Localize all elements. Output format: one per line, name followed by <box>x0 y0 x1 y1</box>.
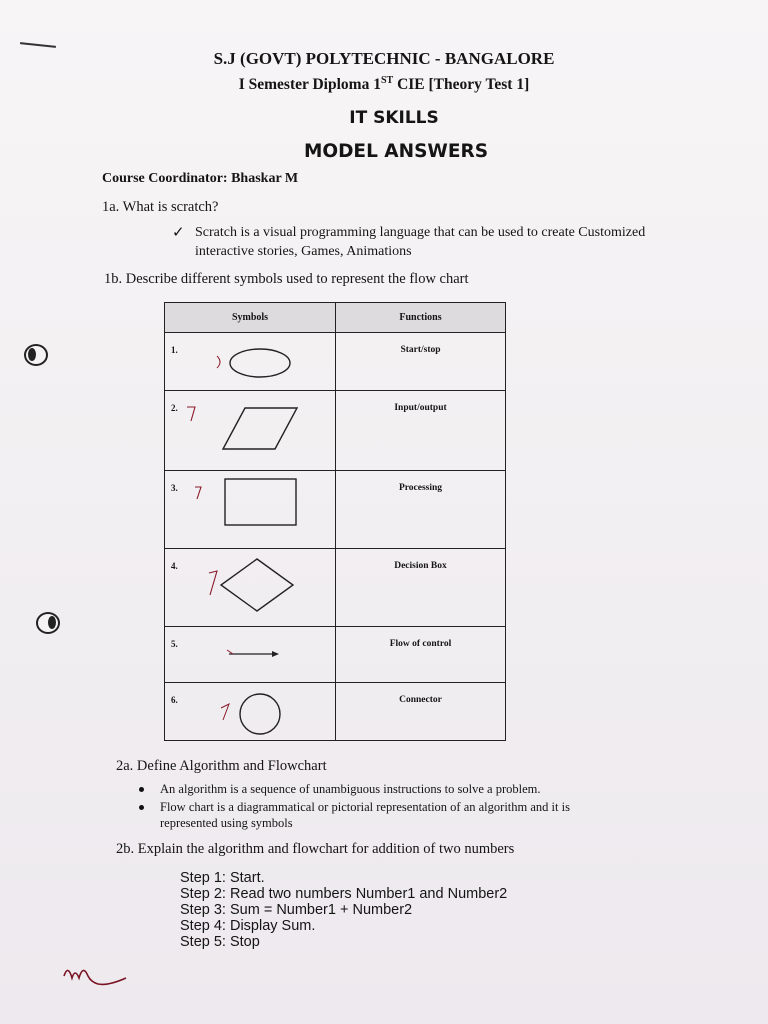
test-heading-text-end: CIE [Theory Test 1] <box>393 76 530 94</box>
table-row <box>165 333 506 391</box>
diamond-icon <box>165 549 335 627</box>
algorithm-steps <box>180 870 507 950</box>
course-coordinator: Course Coordinator: Bhaskar M <box>102 171 299 186</box>
row-number: 6. <box>171 695 178 705</box>
list-item: Flow chart is a diagrammatical or pictorial representation of an algorithm and it is represented using symbols <box>136 799 630 831</box>
parallelogram-icon <box>165 391 335 471</box>
symbol-cell <box>165 333 336 391</box>
function-cell <box>336 471 506 549</box>
test-heading-text: I Semester Diploma 1 <box>238 76 381 94</box>
algorithm-step: Step 5: Stop <box>180 934 260 950</box>
table-row <box>165 627 506 683</box>
subject-title: IT SKILLS <box>349 108 439 128</box>
row-number: 5. <box>171 639 178 649</box>
question-2a: 2a. Define Algorithm and Flowchart <box>116 758 327 774</box>
row-number: 1. <box>171 345 178 355</box>
document-title: MODEL ANSWERS <box>303 141 489 162</box>
function-cell <box>336 627 506 683</box>
answer-1a-line-2: interactive stories, Games, Animations <box>195 244 412 259</box>
row-number: 2. <box>171 403 178 413</box>
margin-mark <box>20 42 56 48</box>
row-number: 4. <box>171 561 178 571</box>
rectangle-icon <box>165 471 335 549</box>
question-2b: 2b. Explain the algorithm and flowchart for addition of two numbers <box>116 841 515 857</box>
function-cell <box>336 333 506 391</box>
algorithm-step: Step 1: Start. <box>180 870 265 886</box>
flowchart-symbols-table <box>164 302 506 741</box>
question-1a: 1a. What is scratch? <box>102 199 219 215</box>
row-number: 3. <box>171 483 178 493</box>
symbol-cell <box>165 627 336 683</box>
algorithm-step: Step 3: Sum = Number1 + Number2 <box>180 902 413 918</box>
function-label: Processing <box>398 483 443 493</box>
ordinal-suffix: ST <box>380 75 394 86</box>
table-row <box>165 683 506 741</box>
list-item: An algorithm is a sequence of unambiguous instructions to solve a problem. <box>136 781 630 797</box>
table-row <box>165 549 506 627</box>
circle-icon <box>165 683 335 741</box>
definitions-list <box>136 781 630 831</box>
algorithm-step: Step 2: Read two numbers Number1 and Number2 <box>180 886 508 902</box>
test-heading <box>0 75 768 94</box>
function-label: Start/stop <box>400 345 441 355</box>
function-label: Flow of control <box>389 639 452 649</box>
answer-1a-line-1: Scratch is a visual programming language that can be used to create Customized <box>195 225 646 240</box>
ellipse-icon <box>165 333 335 391</box>
symbol-cell <box>165 471 336 549</box>
column-header-symbols: Symbols <box>165 303 336 333</box>
function-label: Input/output <box>394 403 447 413</box>
table-header-row <box>165 303 506 333</box>
arrow-icon <box>165 627 335 683</box>
algorithm-step: Step 4: Display Sum. <box>180 918 316 934</box>
function-cell <box>336 683 506 741</box>
function-cell <box>336 549 506 627</box>
check-icon: ✓ <box>172 223 185 241</box>
function-label: Decision Box <box>394 561 447 571</box>
punch-hole-top <box>24 344 48 366</box>
question-1b: 1b. Describe different symbols used to represent the flow chart <box>104 271 469 287</box>
table-row <box>165 391 506 471</box>
signature-mark <box>60 958 140 992</box>
institution-heading: S.J (GOVT) POLYTECHNIC - BANGALORE <box>213 49 555 68</box>
table-row <box>165 471 506 549</box>
function-cell <box>336 391 506 471</box>
punch-hole-bottom <box>36 612 60 634</box>
function-label: Connector <box>399 695 442 705</box>
symbol-cell <box>165 391 336 471</box>
column-header-functions: Functions <box>336 303 506 333</box>
symbol-cell <box>165 549 336 627</box>
symbol-cell <box>165 683 336 741</box>
